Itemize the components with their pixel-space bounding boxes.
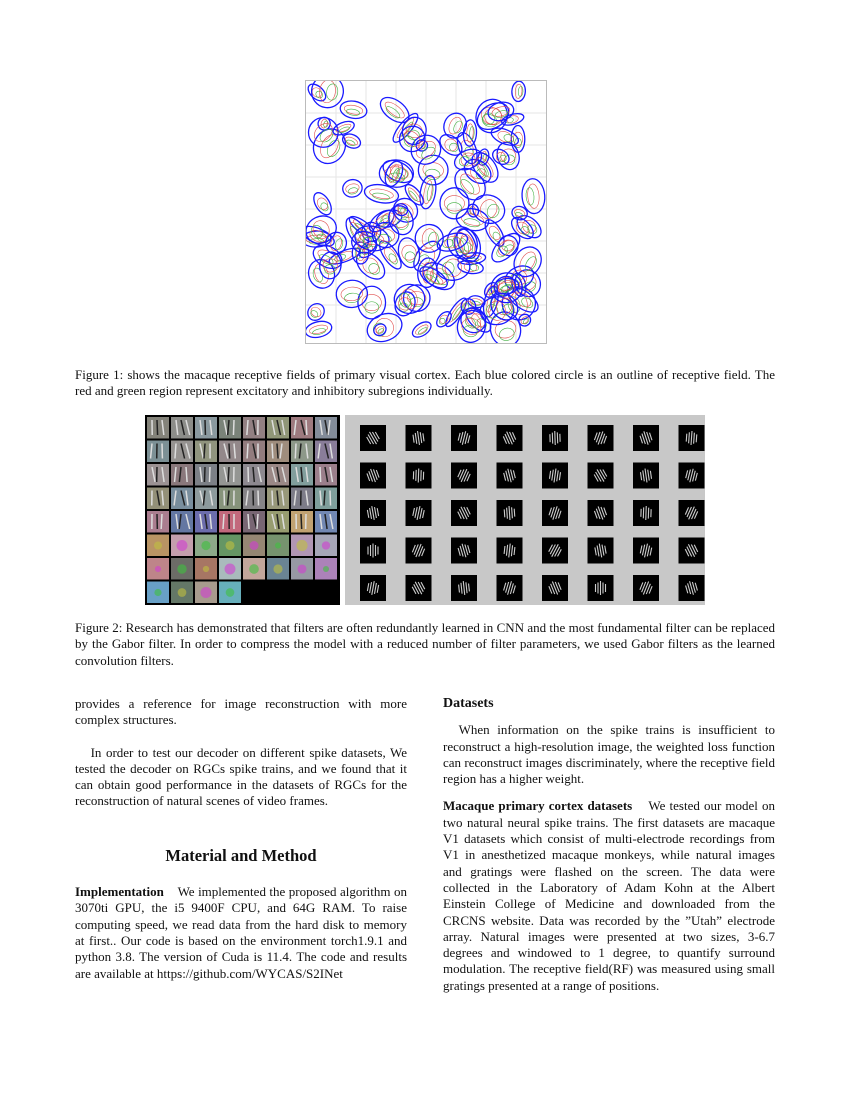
filter-blob <box>177 564 186 573</box>
filter-tile <box>291 441 313 463</box>
filter-tile <box>195 417 217 439</box>
filter-stripe <box>229 444 230 459</box>
inhibitory-region <box>402 134 417 149</box>
inhibitory-region <box>462 324 478 338</box>
paragraph <box>75 884 407 982</box>
excitatory-region <box>373 315 397 339</box>
excitatory-region <box>399 287 419 311</box>
rf-outline <box>511 81 526 102</box>
rf-outline <box>440 109 471 141</box>
receptive-field <box>305 319 333 340</box>
rf-outline <box>442 222 483 265</box>
receptive-field <box>439 187 469 219</box>
gabor-stripe <box>696 434 697 442</box>
gabor-stripe <box>514 509 515 517</box>
excitatory-region <box>369 187 394 200</box>
filter-blob <box>203 566 209 572</box>
filter-blob <box>297 564 306 573</box>
receptive-field <box>305 300 328 323</box>
gabor-stripe <box>507 508 508 519</box>
filter-blob <box>201 541 210 550</box>
excitatory-region <box>513 208 525 218</box>
rf-outline <box>335 279 369 309</box>
filter-tile <box>171 441 193 463</box>
filter-blob <box>178 588 187 597</box>
inhibitory-region <box>367 261 382 276</box>
filter-tile <box>147 464 169 486</box>
gabor-stripe <box>689 432 690 443</box>
subsection-heading: Datasets <box>443 696 494 711</box>
gabor-stripe <box>512 507 513 518</box>
filter-tile <box>219 464 241 486</box>
paragraph-text: We implemented the proposed algorithm on 3070ti GPU, the i5 9400F CPU, and 64G RAM. To raise computing speed, we read data from the hard disk to memory at first.. Our code is based on the environment torch1.9.1 and python 3.8. The version of Cuda is 11.4. The code and results are available at https://github.com/WYCAS/S2INet <box>75 884 407 981</box>
receptive-field <box>442 222 483 265</box>
receptive-field <box>440 109 471 141</box>
filter-stripe <box>277 444 278 459</box>
rf-outline <box>439 187 469 219</box>
filter-stripe <box>324 491 325 506</box>
rf-outline <box>481 217 507 249</box>
receptive-field <box>305 81 329 104</box>
cnn-filters-figure <box>145 415 340 605</box>
paragraph-title: Implementation <box>75 884 164 900</box>
excitatory-region <box>495 237 516 258</box>
filter-stripe <box>247 444 248 459</box>
excitatory-region <box>493 318 518 340</box>
filter-stripe <box>306 420 307 435</box>
paragraph <box>443 798 775 994</box>
filter-tile <box>267 417 289 439</box>
gabor-stripe <box>504 509 505 517</box>
filter-blob <box>250 541 259 550</box>
excitatory-region <box>345 183 360 195</box>
filter-tile <box>315 488 337 510</box>
filter-tile <box>219 488 241 510</box>
filter-stripe <box>301 514 302 529</box>
inhibitory-region <box>498 327 516 343</box>
filter-stripe <box>228 467 229 482</box>
receptive-field <box>372 322 389 338</box>
excitatory-region <box>527 184 540 209</box>
filter-stripe <box>223 514 224 529</box>
receptive-field <box>335 279 369 309</box>
receptive-field <box>481 217 507 249</box>
filter-tile <box>147 511 169 533</box>
filter-tile <box>195 441 217 463</box>
receptive-field <box>511 81 526 102</box>
excitatory-region <box>401 128 422 150</box>
filter-blob <box>225 541 234 550</box>
inhibitory-region <box>438 317 446 325</box>
inhibitory-region <box>495 244 510 259</box>
inhibitory-region <box>319 201 329 212</box>
rf-outline <box>305 112 344 154</box>
section-heading: Material and Method <box>165 845 317 865</box>
filter-stripe <box>209 467 210 482</box>
filter-blob <box>177 540 188 551</box>
gabor-filters-figure <box>345 415 705 605</box>
filter-tile <box>219 511 241 533</box>
rf-outline <box>305 319 333 340</box>
rf-outline <box>305 81 329 104</box>
excitatory-region <box>344 104 364 116</box>
inhibitory-region <box>326 83 339 101</box>
paragraph: provides a reference for image reconstruction with more complex structures. <box>75 696 407 728</box>
filter-tile <box>195 488 217 510</box>
gabor-stripe <box>686 434 687 442</box>
receptive-field <box>341 178 364 199</box>
rf-outline <box>341 178 364 199</box>
paragraph: When information on the spike trains is insufficient to reconstruct a high-resolution image, the weighted loss function can reconstruct images discriminately, where the receptive field region has a higher weight. <box>443 722 775 787</box>
figure1-caption: Figure 1: shows the macaque receptive fields of primary visual cortex. Each blue colored circle is an outline of receptive field. The red and green region represent excitatory and inhibitory subregions individually. <box>75 367 775 399</box>
filter-tile <box>147 441 169 463</box>
paragraph-title: Macaque primary cortex datasets <box>443 798 633 814</box>
filter-stripe <box>272 444 273 459</box>
filter-stripe <box>295 444 296 459</box>
filter-stripe <box>175 444 176 459</box>
paragraph-text: We tested our model on two natural neural spike trains. The first datasets are macaque V1 datasets which consist of multi-electrode recordings from V1 in anesthetized macaque monkeys, while natural images and gratings were flashed on the screen. The data were collected in the Laboratory of Adam Kohn at the Albert Einstein College of Medicine and downloaded from the CRCNS website. Data was recorded by the ”Utah” electrode array. Natural images were presented at two sizes, 3-6.7 degrees and windowed to 1 degree, to quantify surround modulation. The receptive field(RF) was measured using small gratings presented at a range of positions. <box>443 798 775 993</box>
filter-tile <box>171 464 193 486</box>
inhibitory-region <box>384 105 401 120</box>
filter-blob <box>155 566 161 572</box>
rf-outline <box>376 238 405 272</box>
receptive-field <box>509 242 547 282</box>
inhibitory-region <box>425 168 441 180</box>
filter-tile <box>291 488 313 510</box>
filter-blob <box>323 566 329 572</box>
inhibitory-region <box>525 187 534 205</box>
filter-blob <box>200 587 211 598</box>
receptive-field <box>410 319 434 340</box>
rf-outline <box>434 309 454 330</box>
receptive-field <box>339 99 368 121</box>
filter-stripe <box>204 444 205 459</box>
filter-blob <box>322 541 330 549</box>
figure2-caption: Figure 2: Research has demonstrated that filters are often redundantly learned in CNN and the most fundamental filter can be replaced by the Gabor filter. In order to compress the model with a reduced number of filter parameters, we used Gabor filters as the learned convolution filters. <box>75 620 775 668</box>
filter-stripe <box>320 467 321 482</box>
inhibitory-region <box>469 126 474 139</box>
filter-blob <box>249 564 259 574</box>
receptive-field <box>376 238 405 272</box>
rf-outline <box>310 190 335 218</box>
filter-stripe <box>157 420 158 435</box>
filter-stripe <box>233 420 234 435</box>
receptive-field <box>310 190 335 218</box>
excitatory-region <box>309 324 329 336</box>
rf-outline <box>339 99 368 121</box>
filter-blob <box>154 589 161 596</box>
inhibitory-region <box>447 202 462 213</box>
rf-outline <box>376 92 414 127</box>
receptive-field <box>305 112 344 154</box>
inhibitory-region <box>365 302 379 313</box>
left-column <box>75 696 407 982</box>
filter-blob <box>226 588 235 597</box>
right-column <box>443 696 775 994</box>
rf-outline <box>509 242 547 282</box>
filter-blob <box>296 540 307 551</box>
filter-blob <box>154 541 162 549</box>
filter-stripe <box>161 514 162 529</box>
filter-tile <box>171 511 193 533</box>
filter-blob <box>275 542 281 548</box>
filter-blob <box>225 564 236 575</box>
filter-tile <box>195 464 217 486</box>
excitatory-region <box>383 99 407 121</box>
filter-tile <box>243 511 265 533</box>
filter-blob <box>273 564 282 573</box>
filter-tile <box>219 417 241 439</box>
filter-stripe <box>248 514 249 529</box>
inhibitory-region <box>519 225 531 237</box>
filter-tile <box>291 417 313 439</box>
filter-stripe <box>272 491 273 506</box>
inhibitory-region <box>469 264 479 272</box>
inhibitory-region <box>518 86 523 96</box>
paragraph: In order to test our decoder on different spike datasets, We tested the decoder on RGCs spike trains, and we found that it can obtain good performance in the datasets of RGCs for the reconstruction of natural scenes of video frames. <box>75 744 407 809</box>
receptive-field <box>434 309 454 330</box>
filter-stripe <box>204 467 205 482</box>
gabor-stripe <box>694 433 695 444</box>
receptive-field <box>376 92 414 127</box>
filter-stripe <box>330 491 331 506</box>
receptive-field-figure <box>305 80 547 344</box>
filter-stripe <box>258 491 259 506</box>
